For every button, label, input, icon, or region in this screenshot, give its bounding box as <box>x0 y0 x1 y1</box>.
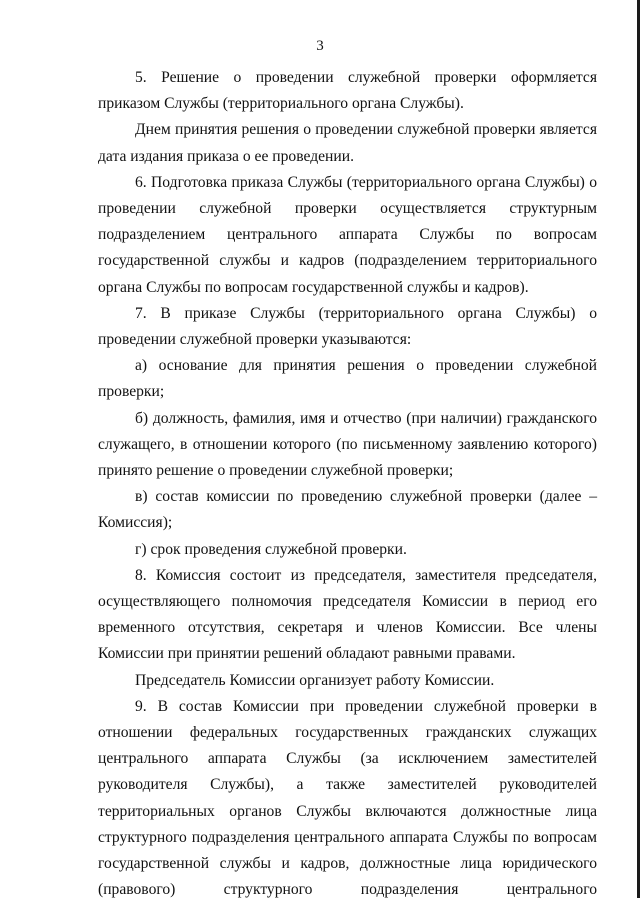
paragraph-7a: а) основание для принятия решения о проведении служебной проверки; <box>98 357 597 401</box>
document-body <box>98 65 597 904</box>
paragraph-8: 8. Комиссия состоит из председателя, заместителя председателя, осуществляющего полномочия председателя Комиссии в период его временного отсутствия, секретаря и членов Комиссии. Все члены Комиссии при принятии решений обладают равными правами. <box>98 566 597 663</box>
paragraph-decision-date: Днем принятия решения о проведении служебной проверки является дата издания приказа о ее проведении. <box>98 121 597 165</box>
paragraph-9: 9. В состав Комиссии при проведении служебной проверки в отношении федеральных государственных гражданских служащих центрального аппарата Службы (за исключением заместителей руководителя Службы), а также заместителей руководителей территориальных органов Службы включаются должностные лица структурного подразделения центрального аппарата Службы по вопросам государственной службы и кадров, должностные лица юридического (правового) структурного подразделения центрального <box>98 697 597 899</box>
paragraph-7: 7. В приказе Службы (территориального органа Службы) о проведении служебной проверки указываются: <box>98 304 597 349</box>
paragraph-chairman: Председатель Комиссии организует работу Комиссии. <box>135 671 495 689</box>
paragraph-7b: б) должность, фамилия, имя и отчество (при наличии) гражданского служащего, в отношении которого (по письменному заявлению которого) принято решение о проведении служебной проверки; <box>98 409 597 480</box>
paragraph-7v: в) состав комиссии по проведению служебной проверки (далее – Комиссия); <box>98 488 597 532</box>
paragraph-5: 5. Решение о проведении служебной проверки оформляется приказом Службы (территориального органа Службы). <box>98 69 597 113</box>
page-number: 3 <box>316 38 324 54</box>
paragraph-7g: г) срок проведения служебной проверки. <box>135 540 407 558</box>
paragraph-6: 6. Подготовка приказа Службы (территориального органа Службы) о проведении служебной проверки осуществляется структурным подразделением центрального аппарата Службы по вопросам государственной службы и кадров (подразделением территориального органа Службы по вопросам государственной службы и кадров). <box>98 173 597 296</box>
